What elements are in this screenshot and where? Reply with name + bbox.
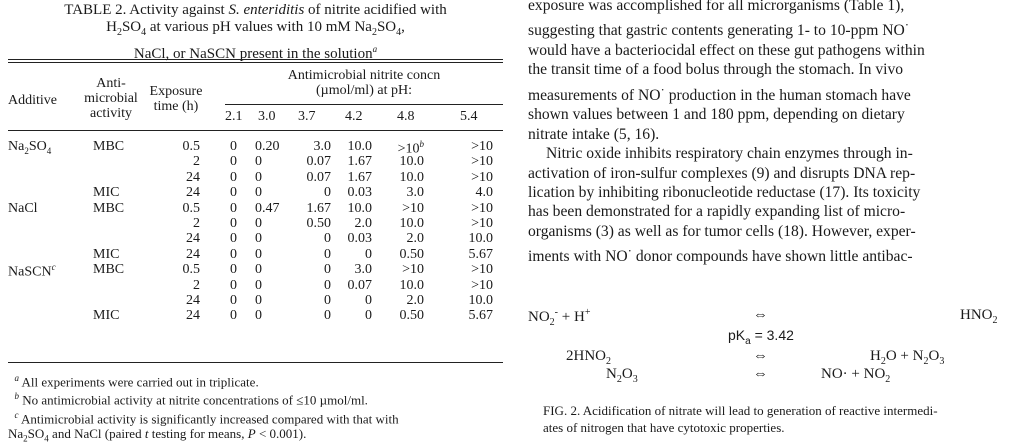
table-bottom-rule <box>8 362 503 363</box>
cell-value: 0.50 <box>399 308 424 324</box>
cell-time: 24 <box>186 246 200 262</box>
paragraph-1: exposure was accomplished for all microrganisms (Table 1), suggesting that gastric contents generating 1- to 10-ppm NO· would have a bacteriocidal effect on these gut pathogens within the transit time of a food bolus through the stomach. In vivo measurements of NO· production in the human stomach have shown values between 1 and 180 ppm, depending on dietary nitrate intake (5, 16). <box>528 0 925 143</box>
cell-value: >10 <box>471 169 493 185</box>
cell-value: 1.67 <box>306 200 331 216</box>
table-row <box>0 231 505 246</box>
cell-value: 0 <box>255 308 262 324</box>
cell-activity: MBC <box>93 200 125 216</box>
cell-time: 2 <box>193 216 200 231</box>
header-additive: Additive <box>8 93 57 108</box>
cell-additive: NaSCN$^c$ <box>8 262 56 280</box>
table-row <box>0 308 505 323</box>
cell-value: >10 <box>471 216 493 231</box>
paragraph-2: Nitric oxide inhibits respiratory chain enzymes through in- activation of iron-sulfur complexes (9) and disrupts DNA rep- lication by inhibiting ribonucleotide reductase (17). Its toxicity has been demonstrated for a rapidly expanding list of micro- organisms (3) as well as for tumor cells (18). However, exper- iments with NO· donor compounds have shown little antibac- <box>528 145 921 266</box>
cell-value: 0 <box>255 169 262 185</box>
cell-additive: NaCl <box>8 200 38 216</box>
cell-value: 0 <box>230 216 237 231</box>
cell-value: >10 <box>471 277 493 293</box>
ph-header: 2.1 <box>225 109 243 124</box>
ph-header: 4.8 <box>397 109 415 124</box>
reaction-3-arrow: ⇔ <box>753 366 768 382</box>
cell-value: 0 <box>324 262 331 278</box>
table-section <box>0 0 505 442</box>
cell-value: 3.0 <box>313 139 331 154</box>
table-row <box>0 170 505 185</box>
table-caption: TABLE 2. Activity against S. enteriditis of nitrite acidified with $H_2SO_4$ at various pH values with 10 mM $Na_2SO_4$, NaCl, or NaSCN present in the solution$^a$ <box>64 2 447 62</box>
cell-value: 0 <box>324 231 331 247</box>
cell-value: 10.0 <box>399 154 424 170</box>
header-bottom-rule <box>8 130 503 131</box>
cell-value: 0 <box>230 200 237 216</box>
cell-value: 2.0 <box>354 216 372 231</box>
cell-value: 0.07 <box>306 154 331 170</box>
cell-value: 0 <box>230 277 237 293</box>
cell-value: 0 <box>255 216 262 231</box>
cell-time: 2 <box>193 154 200 170</box>
cell-activity: MIC <box>93 308 120 324</box>
cell-value: 0 <box>230 308 237 324</box>
table-row <box>0 247 505 262</box>
cell-value: 0 <box>255 262 262 278</box>
cell-value: 0 <box>324 293 331 308</box>
cell-activity: MBC <box>93 262 125 278</box>
table-top-rule <box>8 59 503 60</box>
table-row <box>0 154 505 169</box>
cell-value: 0.07 <box>347 277 372 293</box>
cell-value: 0 <box>230 293 237 308</box>
ph-header: 3.7 <box>298 109 316 124</box>
cell-value: >10 <box>402 200 424 216</box>
cell-time: 0.5 <box>182 200 200 216</box>
cell-value: 0 <box>255 246 262 262</box>
cell-time: 24 <box>186 308 200 324</box>
cell-time: 24 <box>186 231 200 247</box>
footnote-c: $^c$ Antimicrobial activity is significantly increased compared with that with <box>14 409 399 426</box>
reaction-1-arrow: ⇔ <box>753 307 768 323</box>
cell-time: 24 <box>186 169 200 185</box>
cell-activity: MIC <box>93 246 120 262</box>
cell-value: 10.0 <box>347 139 372 154</box>
reaction-1-left: $NO_2^- + H^+$ <box>528 307 591 328</box>
cell-value: 0 <box>365 308 372 324</box>
cell-additive: $Na_2SO_4$ <box>8 139 52 156</box>
table-row <box>0 201 505 216</box>
cell-value: 0 <box>255 154 262 170</box>
cell-time: 2 <box>193 277 200 293</box>
figure-caption: FIG. 2. Acidification of nitrate will lead to generation of reactive intermedi- ates of nitrogen that have cytotoxic properties. <box>543 403 938 435</box>
cell-value: 0 <box>324 185 331 201</box>
cell-value: 10.0 <box>399 277 424 293</box>
cell-value: 0.47 <box>255 200 280 216</box>
cell-value: 0 <box>324 277 331 293</box>
cell-value: 0 <box>230 231 237 247</box>
table-row <box>0 185 505 200</box>
footnote-b: $^b$ No antimicrobial activity at nitrite concentrations of ≤10 µmol/ml. <box>14 391 368 408</box>
cell-value: 0 <box>365 293 372 308</box>
footnote-a: $^a$ All experiments were carried out in triplicate. <box>14 373 259 390</box>
pka-label: $pK_a = 3.42$ <box>728 327 794 347</box>
reaction-2-arrow: ⇔ <box>753 348 768 364</box>
cell-value: 0 <box>230 262 237 278</box>
cell-value: 10.0 <box>347 200 372 216</box>
cell-value: 0 <box>230 185 237 201</box>
header-sub-rule <box>225 104 503 105</box>
cell-value: >10 <box>471 200 493 216</box>
reaction-3-right: $NO\cdot + NO_2$ <box>821 366 891 385</box>
cell-value: 1.67 <box>347 154 372 170</box>
table-row <box>0 262 505 280</box>
cell-value: 10.0 <box>468 231 493 247</box>
cell-value: 0 <box>230 139 237 154</box>
table-row <box>0 216 505 231</box>
cell-time: 0.5 <box>182 139 200 154</box>
cell-value: 0 <box>230 246 237 262</box>
cell-value: 0 <box>365 246 372 262</box>
header-activity: Anti- microbial activity <box>84 76 138 121</box>
cell-value: >10 <box>471 262 493 278</box>
ph-header: 4.2 <box>345 109 363 124</box>
cell-value: 0 <box>230 154 237 170</box>
cell-value: 4.0 <box>475 185 493 201</box>
cell-value: $>10^b$ <box>397 139 424 157</box>
footnote-c-cont: $Na_2SO_4$ and NaCl (paired t testing for means, P < 0.001). <box>8 425 307 444</box>
cell-time: 24 <box>186 185 200 201</box>
cell-value: 5.67 <box>468 308 493 324</box>
cell-value: 0.20 <box>255 139 280 154</box>
cell-value: 10.0 <box>399 169 424 185</box>
cell-value: 3.0 <box>406 185 424 201</box>
cell-value: >10 <box>471 154 493 170</box>
header-exposure: Exposure time (h) <box>149 84 203 114</box>
cell-value: 10.0 <box>468 293 493 308</box>
table-row <box>0 278 505 293</box>
cell-value: 0 <box>324 246 331 262</box>
cell-value: 2.0 <box>406 231 424 247</box>
ph-header: 5.4 <box>460 109 478 124</box>
cell-activity: MBC <box>93 139 125 154</box>
cell-value: 0 <box>255 185 262 201</box>
body-paragraphs <box>528 0 1018 267</box>
ph-header: 3.0 <box>258 109 276 124</box>
cell-value: 0.03 <box>347 231 372 247</box>
header-concentration: Antimicrobial nitrite concn (µmol/ml) at pH: <box>287 68 441 98</box>
cell-value: 0.07 <box>306 169 331 185</box>
cell-value: 0.03 <box>347 185 372 201</box>
cell-activity: MIC <box>93 185 120 201</box>
cell-value: 1.67 <box>347 169 372 185</box>
table-row <box>0 293 505 308</box>
reaction-2-left: $2HNO_2$ <box>566 348 611 367</box>
cell-value: 3.0 <box>354 262 372 278</box>
body-column <box>528 0 1025 442</box>
cell-value: 2.0 <box>406 293 424 308</box>
cell-value: >10 <box>471 139 493 154</box>
cell-value: 0.50 <box>399 246 424 262</box>
cell-value: 0 <box>255 231 262 247</box>
cell-value: 0.50 <box>306 216 331 231</box>
table-row <box>0 139 505 157</box>
cell-value: 10.0 <box>399 216 424 231</box>
cell-value: 0 <box>255 277 262 293</box>
table-top-rule-2 <box>8 62 503 63</box>
cell-time: 24 <box>186 293 200 308</box>
table-footnotes <box>8 371 503 447</box>
reaction-1-right: $HNO_2$ <box>960 307 998 326</box>
cell-value: >10 <box>402 262 424 278</box>
reaction-3-left: $N_2O_3$ <box>606 366 638 385</box>
reaction-2-right: $H_2O + N_2O_3$ <box>870 348 945 367</box>
cell-value: 0 <box>324 308 331 324</box>
cell-value: 0 <box>230 169 237 185</box>
cell-value: 0 <box>255 293 262 308</box>
cell-value: 5.67 <box>468 246 493 262</box>
cell-time: 0.5 <box>182 262 200 278</box>
